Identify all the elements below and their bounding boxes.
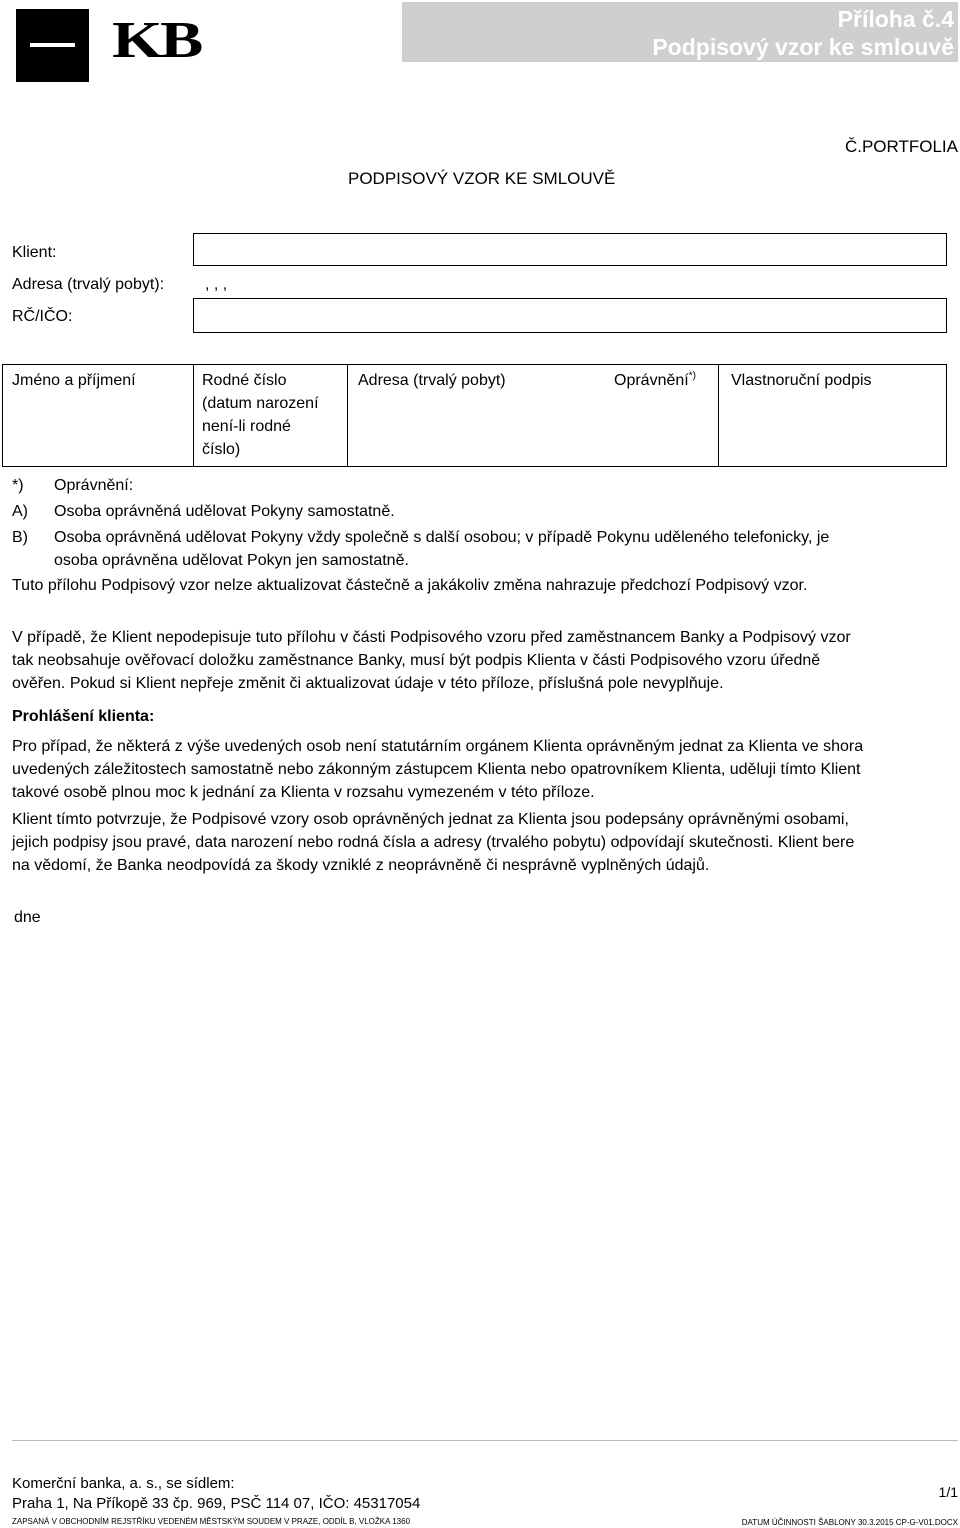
kb-logo-bar: [30, 43, 75, 47]
footer-divider: [12, 1440, 958, 1441]
kb-logo-text: KB: [112, 12, 201, 69]
verification-paragraph: V případě, že Klient nepodepisuje tuto přílohu v části Podpisového vzoru před zaměstnancem Banky a Podpisový vzor tak neobsahuje ověřovací doložku zaměstnance Banky, musí být podpis Klienta v části Podpisového vzoru úředně ověřen. Pokud si Klient nepřeje změnit či aktualizovat údaje v této příloze, příslušná pole nevyplňuje.: [12, 629, 851, 692]
address-label: Adresa (trvalý pobyt):: [12, 276, 165, 293]
note-mark: *): [12, 477, 24, 494]
option-b-mark: B): [12, 529, 28, 546]
date-label: dne: [14, 909, 41, 926]
col-address-header: Adresa (trvalý pobyt): [358, 372, 506, 389]
footer-registry: ZAPSANÁ V OBCHODNÍM REJSTŘÍKU VEDENÉM MĚSTSKÝM SOUDEM V PRAZE, ODDÍL B, VLOŽKA 1360: [12, 1517, 411, 1526]
footer-company: Komerční banka, a. s., se sídlem:: [12, 1475, 235, 1492]
table-divider: [347, 364, 348, 467]
client-field[interactable]: [193, 233, 947, 266]
header-banner: [402, 2, 958, 62]
col-birth-number-header: Rodné číslo (datum narození není-li rodné číslo): [202, 372, 319, 458]
attachment-title: Podpisový vzor ke smlouvě: [652, 34, 954, 60]
footer-address: Praha 1, Na Příkopě 33 čp. 969, PSČ 114 07, IČO: 45317054: [12, 1495, 421, 1512]
col-signature-header: Vlastnoruční podpis: [731, 372, 872, 389]
option-a-mark: A): [12, 503, 28, 520]
address-value: , , ,: [205, 276, 228, 293]
col-name-header: Jméno a příjmení: [12, 372, 136, 389]
id-label: RČ/IČO:: [12, 308, 73, 325]
col-authority-header: Oprávnění*): [614, 370, 696, 389]
page-number: 1/1: [938, 1484, 958, 1500]
client-label: Klient:: [12, 244, 57, 261]
declaration-heading: Prohlášení klienta:: [12, 708, 155, 725]
id-field[interactable]: [193, 298, 947, 333]
note-heading: Oprávnění:: [54, 477, 134, 494]
document-title: PODPISOVÝ VZOR KE SMLOUVĚ: [348, 169, 616, 188]
option-b-text: Osoba oprávněná udělovat Pokyny vždy společně s další osobou; v případě Pokynu uděleného telefonicky, je osoba oprávněna udělovat Pokyn jen samostatně.: [54, 529, 830, 569]
attachment-number: Příloha č.4: [837, 6, 954, 32]
portfolio-label: Č.PORTFOLIA: [844, 137, 958, 156]
confirmation-paragraph: Klient tímto potvrzuje, že Podpisové vzory osob oprávněných jednat za Klienta jsou podepsány oprávněnými osobami, jejich podpisy jsou pravé, data narození nebo rodná čísla a adresy (trvalého pobytu) odpovídají skutečnosti. Klient bere na vědomí, že Banka neodpovídá za škody vzniklé z neoprávněně či nesprávně vyplněných údajů.: [12, 811, 855, 874]
power-of-attorney-paragraph: Pro případ, že některá z výše uvedených osob není statutárním orgánem Klienta oprávněným jednat za Klienta ve shora uvedených záležitostech samostatně nebo zákonným zástupcem Klienta nebo opatrovníkem Klienta, uděluji tímto Klient takové osobě plnou moc k jednání za Klienta v rozsahu vymezeném v této příloze.: [12, 738, 864, 801]
update-note: Tuto přílohu Podpisový vzor nelze aktualizovat částečně a jakákoliv změna nahrazuje předchozí Podpisový vzor.: [12, 577, 808, 594]
option-a-text: Osoba oprávněná udělovat Pokyny samostatně.: [54, 503, 395, 520]
template-validity: DATUM ÚČINNOSTI ŠABLONY 30.3.2015 CP-G-V01.DOCX: [741, 1518, 958, 1527]
table-divider: [193, 364, 194, 467]
table-divider: [718, 364, 719, 467]
